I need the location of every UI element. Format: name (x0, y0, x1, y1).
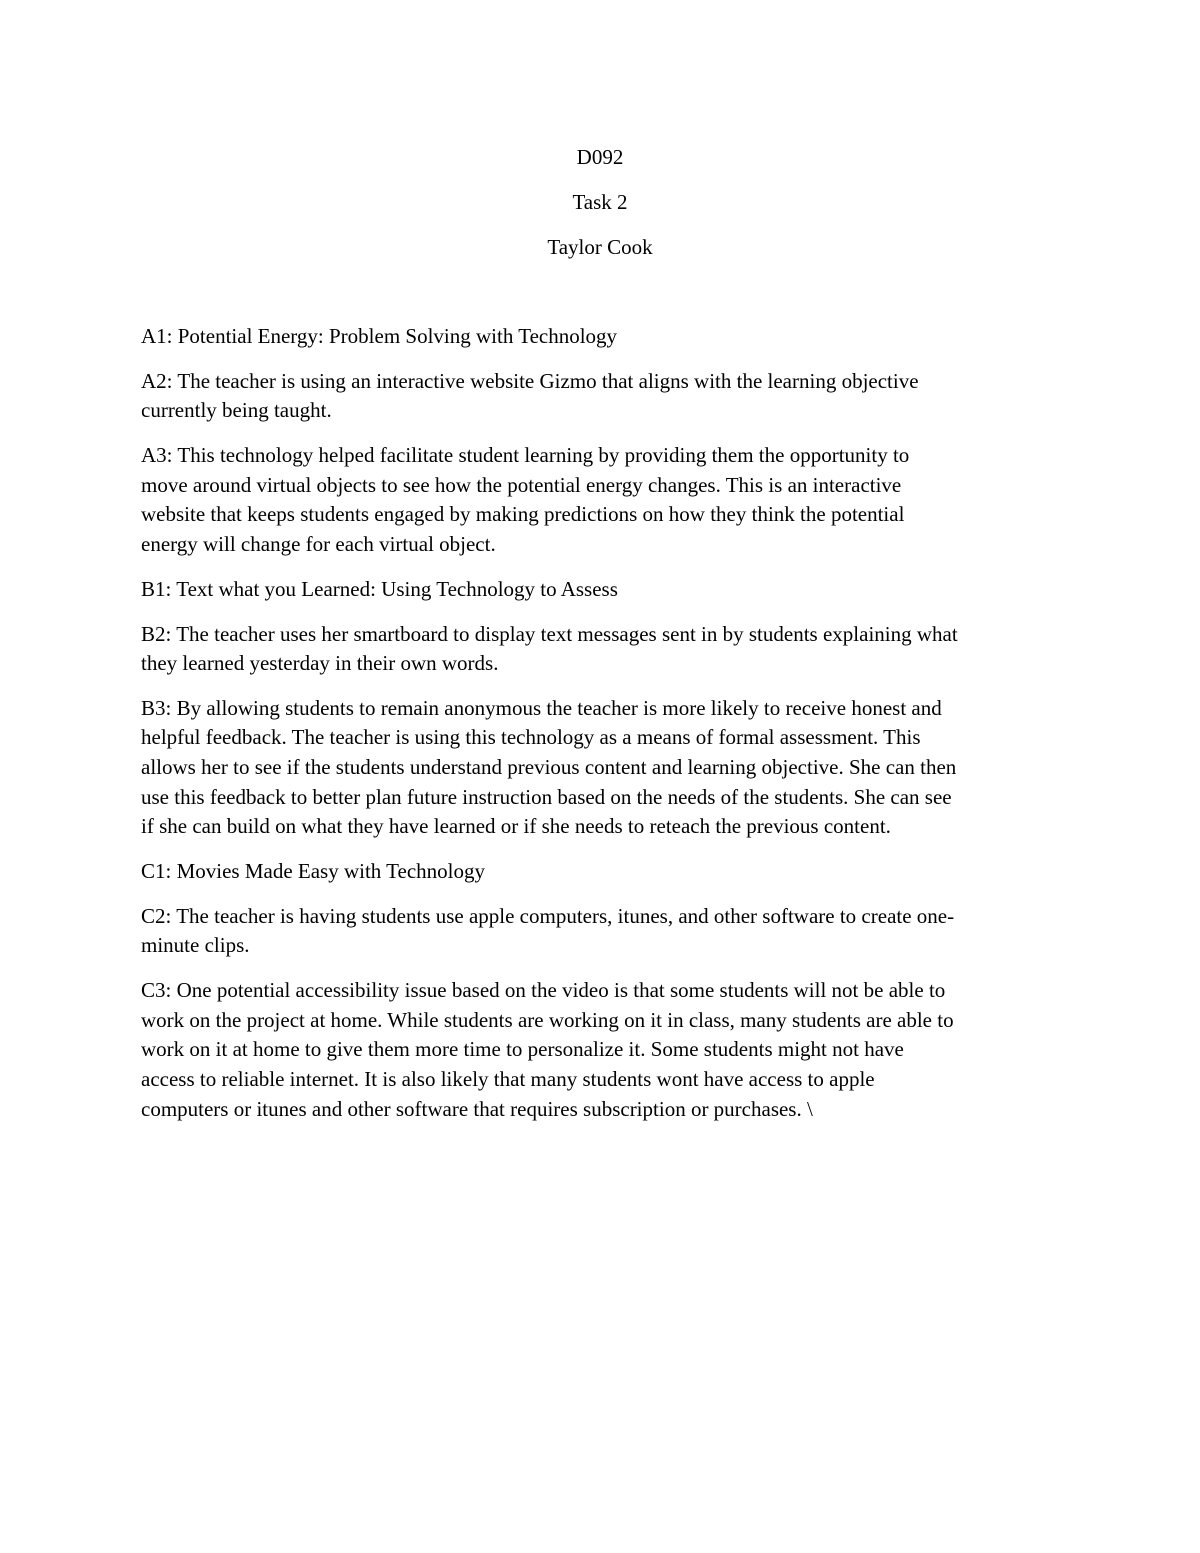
paragraph (141, 322, 1066, 352)
paragraph-line: helpful feedback. The teacher is using this technology as a means of formal assessment. This (141, 725, 921, 750)
paragraph (141, 575, 1066, 605)
paragraph-line: A1: Potential Energy: Problem Solving with Technology (141, 324, 618, 348)
paragraph (141, 620, 1066, 679)
paragraph-line: minute clips. (141, 933, 250, 958)
paragraph-line: they learned yesterday in their own words. (141, 651, 499, 676)
paragraph-line: B1: Text what you Learned: Using Technology to Assess (141, 576, 618, 601)
paragraph-line: C2: The teacher is having students use apple computers, itunes, and other software to create one- (141, 903, 955, 928)
paragraph (141, 694, 1066, 842)
paragraph (141, 367, 1066, 426)
paragraph-line: A3: This technology helped facilitate student learning by providing them the opportunity to (141, 443, 910, 468)
paragraph-line: A2: The teacher is using an interactive website Gizmo that aligns with the learning objective (141, 368, 919, 393)
paragraph-line: B3: By allowing students to remain anonymous the teacher is more likely to receive honest and (141, 695, 942, 720)
paragraph-line: C1: Movies Made Easy with Technology (141, 859, 486, 884)
paragraph-line: currently being taught. (141, 398, 332, 423)
paragraph-line: energy will change for each virtual object. (141, 531, 496, 556)
paragraph-line: use this feedback to better plan future instruction based on the needs of the students. She can see (141, 784, 952, 809)
task-title: Task 2 (572, 190, 628, 214)
paragraph-line: access to reliable internet. It is also likely that many students wont have access to apple (141, 1066, 875, 1091)
document-body (141, 322, 1066, 1139)
author-name: Taylor Cook (547, 235, 653, 259)
paragraph-line: computers or itunes and other software that requires subscription or purchases. \ (141, 1096, 813, 1121)
paragraph (141, 902, 1066, 961)
paragraph-line: if she can build on what they have learned or if she needs to reteach the previous content. (141, 814, 891, 839)
paragraph-line: B2: The teacher uses her smartboard to display text messages sent in by students explaining what (141, 621, 958, 646)
paragraph (141, 857, 1066, 887)
paragraph-line: move around virtual objects to see how the potential energy changes. This is an interactive (141, 472, 902, 497)
paragraph-line: website that keeps students engaged by making predictions on how they think the potential (141, 502, 905, 527)
paragraph-line: allows her to see if the students understand previous content and learning objective. She can then (141, 755, 957, 780)
course-code: D092 (576, 145, 624, 169)
paragraph (141, 441, 1066, 559)
paragraph-line: work on the project at home. While students are working on it in class, many students are able to (141, 1007, 954, 1032)
paragraph-line: work on it at home to give them more time to personalize it. Some students might not have (141, 1037, 904, 1062)
paragraph (141, 976, 1066, 1124)
paragraph-line: C3: One potential accessibility issue based on the video is that some students will not be able to (141, 978, 946, 1003)
